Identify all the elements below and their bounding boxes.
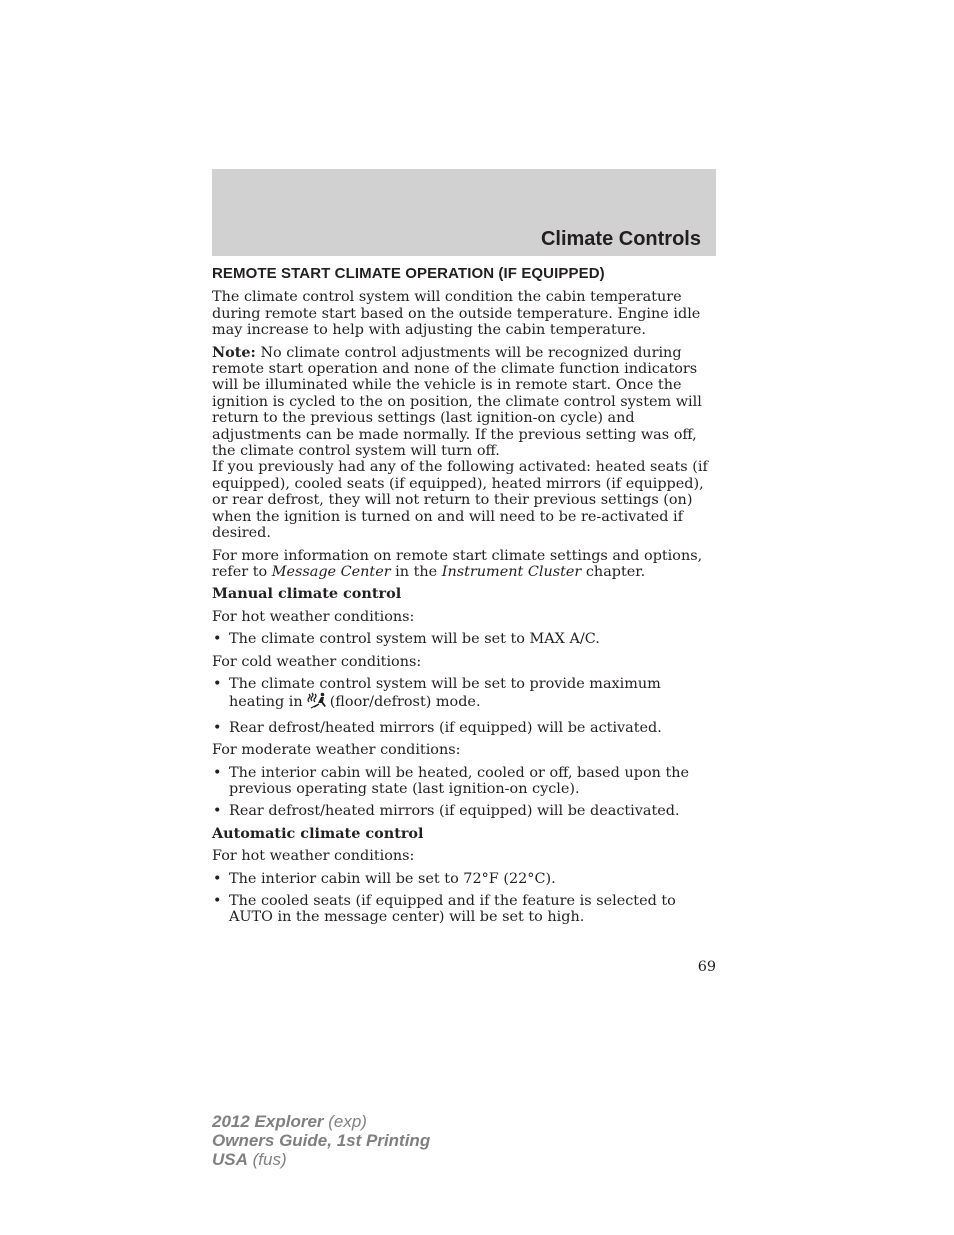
automatic-hot-label: For hot weather conditions:	[212, 848, 415, 865]
more-info-paragraph	[212, 548, 718, 581]
message-center-reference: Message Center	[271, 563, 391, 580]
bullet: •	[213, 803, 222, 820]
more-info-text-end: chapter.	[581, 563, 646, 580]
list-item-text: The cooled seats (if equipped and if the feature is selected to AUTO in the message center) will be set to high.	[229, 893, 676, 926]
section-heading: REMOTE START CLIMATE OPERATION (IF EQUIPPED)	[212, 265, 605, 282]
manual-cold-list	[212, 676, 718, 736]
previous-activated-paragraph: If you previously had any of the following activated: heated seats (if equipped), cooled seats (if equipped), heated mirrors (if equipped), or rear defrost, they will not return to their previous settings (on) when the ignition is turned on and will need to be re-activated if desired.	[212, 459, 708, 542]
floor-defrost-icon	[307, 692, 327, 713]
chapter-header-band	[212, 169, 716, 256]
list-item-text: The interior cabin will be set to 72°F (22°C).	[229, 870, 556, 887]
footer-line-3	[212, 1150, 430, 1169]
manual-climate-heading: Manual climate control	[212, 585, 402, 603]
instrument-cluster-reference: Instrument Cluster	[441, 563, 582, 580]
footer-guide-edition: Owners Guide, 1st Printing	[212, 1131, 431, 1150]
more-info-text-mid: in the	[390, 563, 442, 580]
list-item	[212, 803, 718, 819]
list-item-text-after: (floor/defrost) mode.	[329, 694, 481, 711]
more-info-text: For more information on remote start climate settings and options, refer to	[212, 547, 703, 580]
list-item	[212, 765, 718, 798]
footer-model: 2012 Explorer	[212, 1112, 324, 1131]
automatic-hot-list	[212, 871, 718, 926]
list-item	[212, 676, 718, 714]
list-item-text: Rear defrost/heated mirrors (if equipped) will be deactivated.	[229, 803, 680, 820]
list-item-text: The interior cabin will be heated, cooled or off, based upon the previous operating state (last ignition-on cycle).	[229, 764, 690, 797]
footer	[212, 1112, 430, 1169]
list-item-text: The climate control system will be set to MAX A/C.	[229, 631, 600, 648]
bullet: •	[213, 631, 222, 648]
list-item	[212, 871, 718, 887]
manual-moderate-label: For moderate weather conditions:	[212, 742, 461, 759]
bullet: •	[213, 764, 222, 781]
bullet: •	[213, 675, 222, 692]
list-item	[212, 631, 718, 647]
bullet: •	[213, 719, 222, 736]
chapter-title: Climate Controls	[540, 228, 701, 250]
list-item-text: Rear defrost/heated mirrors (if equipped) will be activated.	[229, 719, 662, 736]
note-paragraph	[212, 345, 718, 460]
footer-line-2	[212, 1131, 430, 1150]
page-content	[212, 266, 718, 932]
manual-hot-list	[212, 631, 718, 647]
manual-moderate-list	[212, 765, 718, 820]
intro-paragraph: The climate control system will condition the cabin temperature during remote start based on the outside temperature. Engine idle may increase to help with adjusting the cabin temperature.	[212, 289, 701, 339]
list-item	[212, 720, 718, 736]
bullet: •	[213, 870, 222, 887]
footer-line-1	[212, 1112, 430, 1131]
note-label: Note:	[212, 343, 256, 361]
list-item-text: The climate control system will be set to provide maximum heating in	[229, 675, 661, 711]
manual-hot-label: For hot weather conditions:	[212, 608, 415, 625]
page-number: 69	[697, 959, 716, 975]
manual-cold-label: For cold weather conditions:	[212, 653, 422, 670]
footer-market-code: (fus)	[247, 1150, 287, 1169]
bullet: •	[213, 893, 222, 909]
note-text: No climate control adjustments will be recognized during remote start operation and none of the climate function indicators will be illuminated while the vehicle is in remote start. Once the ignition is cycled to the on position, the climate control system will return to the previous settings (last ignition-on cycle) and adjustments can be made normally. If the previous setting was off, the climate control system will turn off.	[212, 344, 702, 460]
footer-model-code: (exp)	[323, 1112, 367, 1131]
list-item	[212, 893, 718, 926]
automatic-climate-heading: Automatic climate control	[212, 824, 424, 842]
footer-market: USA	[212, 1150, 248, 1169]
